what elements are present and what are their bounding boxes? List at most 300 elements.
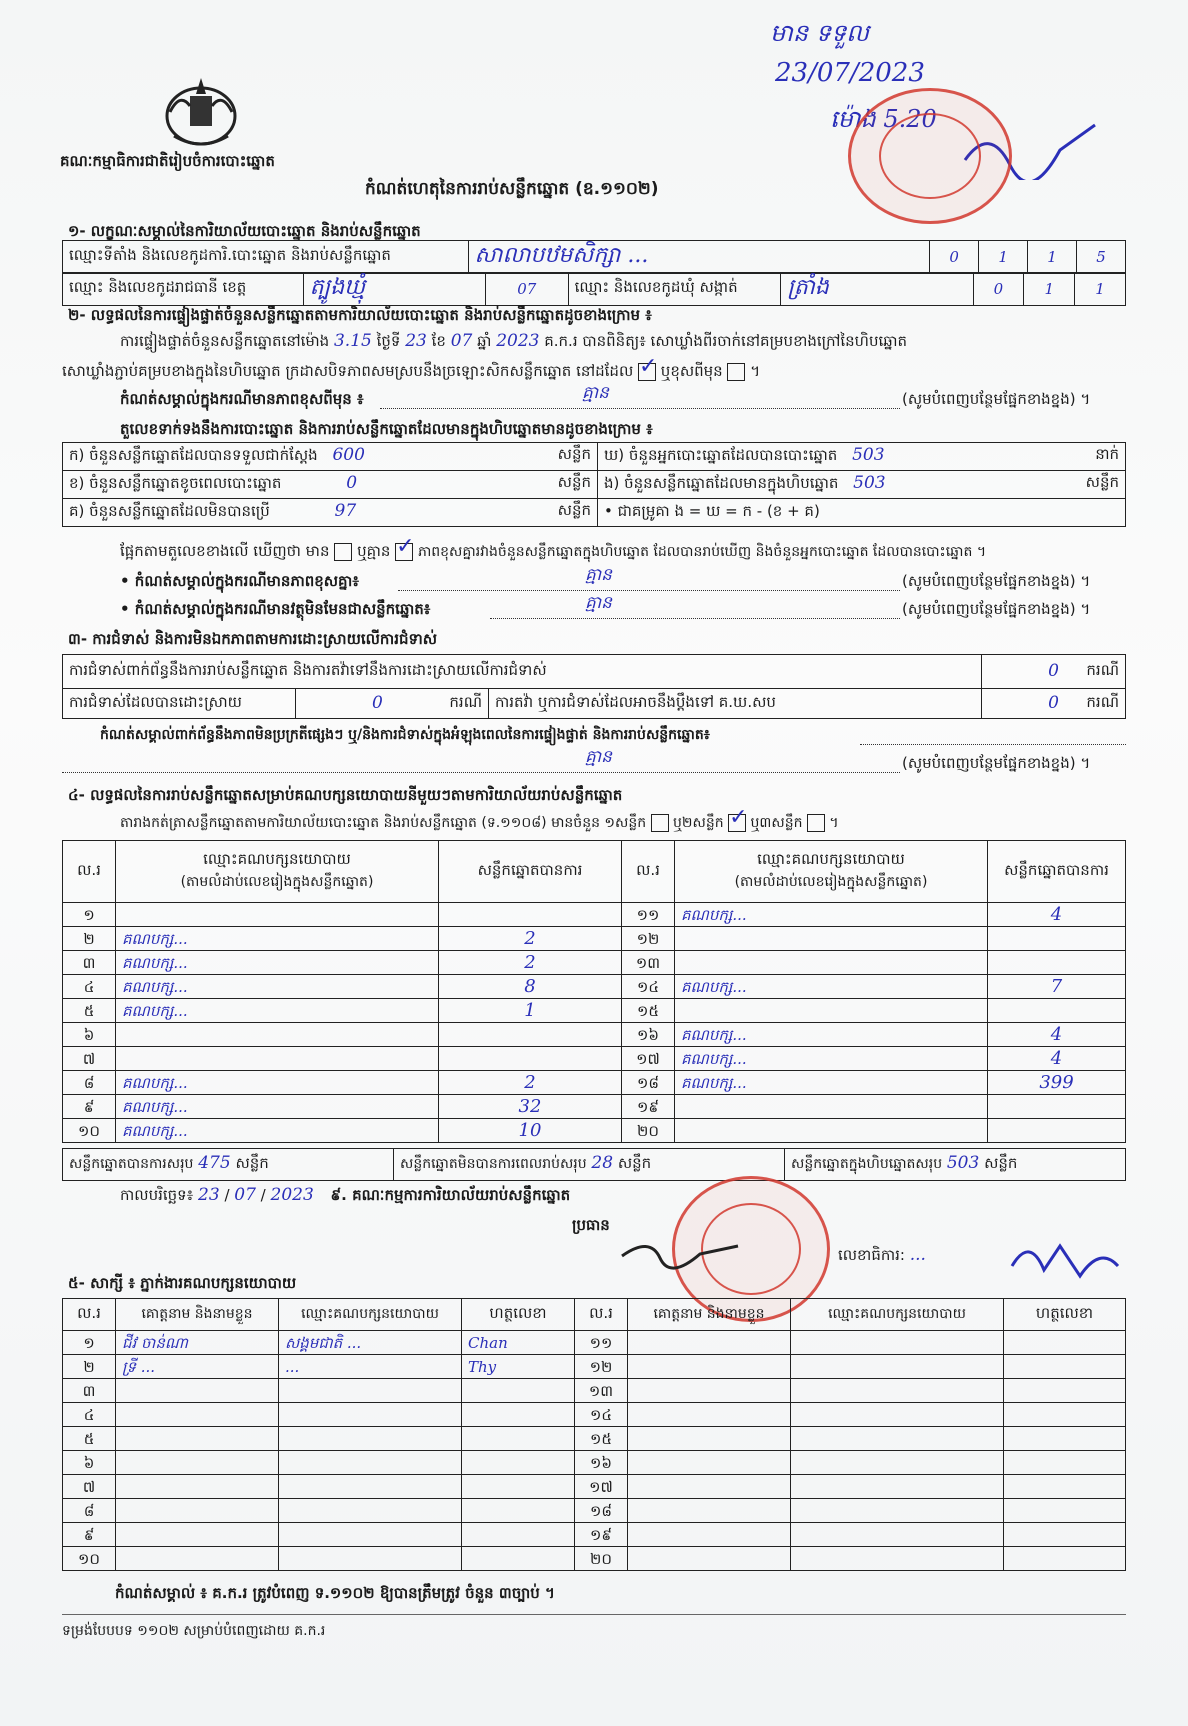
witness-no: ៤ (63, 1403, 116, 1427)
result-votes (988, 1119, 1126, 1143)
result-no: ៩ (63, 1095, 116, 1119)
result-no: ១៣ (622, 951, 675, 975)
figure-kho-label: ឃ) ចំនួនអ្នកបោះឆ្នោតដែលបានបោះឆ្នោត (604, 446, 838, 464)
witness-party (791, 1499, 1004, 1523)
witness-name (628, 1403, 791, 1427)
secretary-signature (1010, 1236, 1120, 1280)
figure-ka (63, 443, 598, 471)
changed-label: ឬខុសពីមុន (660, 362, 723, 380)
result-no: ១ (63, 903, 116, 927)
same-checkbox[interactable] (638, 363, 656, 381)
irregularity-note-label: កំណត់សម្គាល់ពាក់ព័ន្ធនឹងភាពមិនប្រក្រតីផ្សេងៗ ឬ/និងការជំទាស់ក្នុងអំឡុងពេលនៃការផ្ទៀងផ្ទាត់ និងការរាប់សន្លឹកឆ្នោត៖ (100, 727, 710, 743)
witness-party (791, 1523, 1004, 1547)
result-party: គណបក្ស... (116, 1119, 439, 1143)
result-votes (439, 903, 622, 927)
witness-signature: Chan (462, 1331, 575, 1355)
unit-case: ករណី (1086, 660, 1119, 679)
commune-value (781, 273, 973, 306)
sign-date-line: កាលបរិច្ឆេទ៖ 23 / 07 / 2023 ៩. គណៈកម្មការការិយាល័យរាប់សន្លឹកឆ្នោត (120, 1185, 571, 1205)
sign-day: 23 (198, 1185, 220, 1205)
diff-has-label: ផ្អែកតាមតួលេខខាងលើ ឃើញថា មាន (120, 542, 330, 560)
section-5-title: ៥- សាក្សី ៖ ភ្នាក់ងារគណបក្សនយោបាយ (68, 1274, 297, 1292)
result-no: ១២ (622, 927, 675, 951)
witness-name (116, 1475, 279, 1499)
section-2-title: ២- លទ្ធផលនៃការផ្ទៀងផ្ទាត់ចំនួនសន្លឹកឆ្នោតតាមការិយាល័យបោះឆ្នោត និងរាប់សន្លឹកឆ្នោតដូចខាងក្រោម ៖ (68, 306, 652, 324)
witness-name (116, 1523, 279, 1547)
committee-name: គណៈកម្មាធិការជាតិរៀបចំការបោះឆ្នោត (60, 152, 275, 170)
figure-kho (598, 443, 1126, 471)
witness-name (628, 1355, 791, 1379)
province-name: ត្បូងឃ្មុំ (309, 275, 366, 300)
witness-signature (1004, 1547, 1126, 1571)
table-row (63, 1451, 1126, 1475)
witness-no: ២០ (575, 1547, 628, 1571)
foreign-note-line (490, 602, 900, 619)
table-row (63, 1331, 1126, 1355)
province-value (303, 273, 485, 306)
irregularity-note-line-1 (860, 728, 1126, 745)
form-id: ទម្រង់បែបបទ ១១០២ សម្រាប់បំពេញដោយ គ.ក.រ (62, 1623, 326, 1639)
result-no: ៦ (63, 1023, 116, 1047)
result-party (116, 1047, 439, 1071)
col-party-sub-right: (តាមលំដាប់លេខរៀងក្នុងសន្លឹកឆ្នោត) (734, 874, 928, 890)
result-no: ១៧ (622, 1047, 675, 1071)
witness-signature (1004, 1427, 1126, 1451)
witness-name: ទ្រី ... (116, 1355, 279, 1379)
col-party (116, 841, 439, 903)
result-votes (988, 999, 1126, 1023)
witness-signature (462, 1475, 575, 1499)
verify-year-label: ឆ្នាំ (477, 332, 492, 350)
result-party (116, 903, 439, 927)
verify-line-2: សោឃ្លាំងភ្ជាប់គម្របខាងក្នុងនៃហិបឆ្នោត ក្រដាសបិទភាពសមស្របនឹងច្រឡោះសិកសន្លឹកឆ្នោត នៅដដែល ✓ ឬខុសពីមុន ។ (62, 362, 760, 381)
commune-code-3: 1 (1075, 273, 1126, 306)
unit-case: ករណី (1086, 692, 1119, 711)
witness-no: ៥ (63, 1427, 116, 1451)
form-title: កំណត់ហេតុនៃការរាប់សន្លឹកឆ្នោត (ឧ.១១០២) (365, 179, 659, 199)
secretary-line: លេខាធិការ: ... (838, 1245, 926, 1265)
witness-signature (462, 1427, 575, 1451)
unit-sheet: សន្លឹក (1085, 473, 1119, 491)
result-no: ៣ (63, 951, 116, 975)
unit-sheet: សន្លឹក (557, 473, 591, 491)
table-row (63, 999, 1126, 1023)
result-votes: 4 (988, 1023, 1126, 1047)
province-code: 07 (485, 273, 568, 306)
commune-label: ឈ្មោះ និងលេខកូដឃុំ សង្កាត់ (568, 273, 781, 306)
witness-party (791, 1379, 1004, 1403)
table-row (63, 1047, 1126, 1071)
no-difference-checkbox[interactable] (395, 543, 413, 561)
table-row (63, 975, 1126, 999)
verify-year: 2023 (496, 331, 540, 351)
unit-person: នាក់ (1095, 445, 1119, 463)
w-col-party: ឈ្មោះគណបក្សនយោបាយ (279, 1299, 462, 1331)
count-committee-label: ៩. គណៈកម្មការការិយាល័យរាប់សន្លឹកឆ្នោត (330, 1186, 571, 1204)
table-row (63, 927, 1126, 951)
witness-party: ... (279, 1355, 462, 1379)
witness-signature: Thy (462, 1355, 575, 1379)
witness-no: ១២ (575, 1355, 628, 1379)
fill-back-1: (សូមបំពេញបន្ថែមផ្នែកខាងខ្នង) ។ (902, 390, 1091, 408)
chair-label: ប្រធាន (572, 1216, 610, 1234)
diff-text: ភាពខុសគ្នារវាងចំនួនសន្លឹកឆ្នោតក្នុងហិបឆ្នោត ដែលបានរាប់ឃើញ និងចំនួនអ្នកបោះឆ្នោត ដែលបានបោះឆ្នោត ។ (417, 544, 987, 560)
date-label: កាលបរិច្ឆេទ៖ (120, 1186, 194, 1204)
w-col-no-right: ល.រ (575, 1299, 628, 1331)
witness-name (116, 1403, 279, 1427)
witness-party (279, 1523, 462, 1547)
difference-note-line (380, 392, 900, 409)
total-box: 503 (946, 1153, 980, 1173)
witness-name (628, 1427, 791, 1451)
table-row (63, 1547, 1126, 1571)
col-party-title-right: ឈ្មោះគណបក្សនយោបាយ (757, 850, 905, 868)
witness-name (628, 1379, 791, 1403)
col-party-sub: (តាមលំដាប់លេខរៀងក្នុងសន្លឹកឆ្នោត) (180, 874, 374, 890)
witness-signature (1004, 1475, 1126, 1499)
witness-name (628, 1331, 791, 1355)
w-col-sig-right: ហត្ថលេខា (1004, 1299, 1126, 1331)
result-party (675, 999, 988, 1023)
result-no: ១៨ (622, 1071, 675, 1095)
witness-party (791, 1475, 1004, 1499)
result-no: ៨ (63, 1071, 116, 1095)
figure-kha (63, 471, 598, 499)
total-box-cell (785, 1149, 1126, 1181)
result-votes: 7 (988, 975, 1126, 999)
complaints-table (62, 654, 1126, 719)
figure-formula: • ជាគម្រូគា ង = ឃ = ក - (ខ + គ) (598, 499, 1126, 527)
verify-month-label: ខែ (431, 332, 446, 350)
result-party: គណបក្ស... (116, 1095, 439, 1119)
witness-name (116, 1547, 279, 1571)
complaints-forwarded: 0 (1048, 692, 1059, 713)
seal-text: សោឃ្លាំងភ្ជាប់គម្របខាងក្នុងនៃហិបឆ្នោត ក្រដាសបិទភាពសមស្របនឹងច្រឡោះសិកសន្លឹកឆ្នោត នៅដដែល (62, 362, 634, 380)
difference-note-label: កំណត់សម្គាល់ក្នុងករណីមានភាពខុសពីមុន ៖ (120, 390, 364, 408)
station-label: ឈ្មោះទីតាំង និងលេខកូដការិ.បោះឆ្នោត និងរាប់សន្លឹកឆ្នោត (63, 241, 469, 274)
foreign-note-value: គ្មាន (585, 593, 612, 613)
totals-table (62, 1148, 1126, 1181)
col-votes-right: សន្លឹកឆ្នោតបានការ (988, 841, 1126, 903)
w-col-name: គោត្តនាម និងនាមខ្លួន (116, 1299, 279, 1331)
chair-signature (620, 1236, 740, 1276)
witness-signature (1004, 1331, 1126, 1355)
col-party-right (675, 841, 988, 903)
w-col-no: ល.រ (63, 1299, 116, 1331)
sign-year: 2023 (270, 1185, 314, 1205)
witness-table (62, 1298, 1126, 1571)
foreign-note-label: • កំណត់សម្គាល់ក្នុងករណីមានវត្ថុមិនមែនជាសន្លឹកឆ្នោត៖ (120, 600, 431, 618)
unit-sheet: សន្លឹក (617, 1154, 652, 1172)
witness-name (116, 1499, 279, 1523)
witness-no: ១៤ (575, 1403, 628, 1427)
witness-no: ១០ (63, 1547, 116, 1571)
handwritten-received-note: មាន ទទួល (770, 19, 870, 47)
verify-month: 07 (450, 331, 473, 351)
handwritten-received-date: 23/07/2023 (775, 58, 925, 88)
fill-back-3: (សូមបំពេញបន្ថែមផ្នែកខាងខ្នង) ។ (902, 600, 1091, 618)
result-party: គណបក្ស... (675, 1047, 988, 1071)
unit-sheet: សន្លឹក (984, 1154, 1018, 1172)
result-no: ១១ (622, 903, 675, 927)
ballots-spoiled: 0 (346, 473, 358, 493)
witness-no: ១៩ (575, 1523, 628, 1547)
result-party (116, 1023, 439, 1047)
verify-day-label: ថ្ងៃទី (376, 332, 401, 350)
witness-no: ១៥ (575, 1427, 628, 1451)
irregularity-note-value: គ្មាន (585, 747, 612, 767)
witness-signature (1004, 1403, 1126, 1427)
witness-no: ១១ (575, 1331, 628, 1355)
table-row (63, 903, 1126, 927)
forwarded-label: ការតវ៉ា ឬការជំទាស់ដែលអាចនឹងប្តឹងទៅ គ.ឃ.សប (489, 689, 982, 719)
result-party: គណបក្ស... (116, 951, 439, 975)
ballots-in-box: 503 (853, 473, 886, 493)
official-seal-top (848, 88, 1012, 224)
witness-party (791, 1547, 1004, 1571)
witness-signature (1004, 1379, 1126, 1403)
figures-table (62, 442, 1126, 527)
forwarded-cell (982, 689, 1126, 719)
result-party: គណបក្ស... (675, 903, 988, 927)
figure-kha-label: ខ) ចំនួនសន្លឹកឆ្នោតខូចពេលបោះឆ្នោត (69, 474, 282, 492)
figures-label: តួលេខទាក់ទងនឹងការបោះឆ្នោត និងការរាប់សន្លឹកឆ្នោតដែលមានក្នុងហិបឆ្នោតមានដូចខាងក្រោម ៖ (120, 420, 653, 438)
difference-line (120, 542, 986, 561)
w-col-sig: ហត្ថលេខា (462, 1299, 575, 1331)
witness-name: ជីវ ចាន់ណា (116, 1331, 279, 1355)
result-party (675, 951, 988, 975)
verify-line-1 (120, 332, 907, 350)
verify-time-label: ការផ្ទៀងផ្ទាត់ចំនួនសន្លឹកឆ្នោតនៅម៉ោង (120, 332, 330, 350)
witness-no: ១៣ (575, 1379, 628, 1403)
commune-code-2: 1 (1024, 273, 1075, 306)
result-votes: 399 (988, 1071, 1126, 1095)
has-difference-checkbox[interactable] (334, 543, 352, 561)
result-party: គណបក្ស... (116, 1071, 439, 1095)
secretary-name: ... (909, 1245, 926, 1265)
complaints-resolved: 0 (372, 692, 383, 713)
table-row (63, 1403, 1126, 1427)
witness-party (279, 1475, 462, 1499)
result-party: គណបក្ស... (675, 1071, 988, 1095)
witness-name (628, 1547, 791, 1571)
province-label: ឈ្មោះ និងលេខកូដរាជធានី ខេត្ត (63, 273, 304, 306)
unit-sheet: សន្លឹក (557, 445, 591, 463)
table-row (63, 1023, 1126, 1047)
irregularity-note-line-2 (62, 756, 900, 773)
witness-no: ៣ (63, 1379, 116, 1403)
section-4-title: ៤- លទ្ធផលនៃការរាប់សន្លឹកឆ្នោតសម្រាប់គណបក្សនយោបាយនីមួយៗតាមការិយាល័យរាប់សន្លឹកឆ្នោត (68, 786, 623, 804)
result-votes: 32 (439, 1095, 622, 1119)
witness-name (116, 1451, 279, 1475)
witness-signature (1004, 1499, 1126, 1523)
result-votes: 1 (439, 999, 622, 1023)
sign-month: 07 (234, 1185, 256, 1205)
result-votes: 2 (439, 927, 622, 951)
witness-signature (462, 1547, 575, 1571)
unit-sheet: សន្លឹក (557, 501, 591, 519)
figure-ko-label: គ) ចំនួនសន្លឹកឆ្នោតដែលមិនបានប្រើ (69, 502, 270, 520)
witness-signature (462, 1403, 575, 1427)
diff-note-line (398, 574, 900, 591)
diff-note-value: គ្មាន (585, 565, 612, 585)
result-party: គណបក្ស... (675, 975, 988, 999)
result-party (675, 927, 988, 951)
commune-code-1: 0 (973, 273, 1024, 306)
difference-note-value: គ្មាន (582, 383, 609, 403)
commune-name: ត្រាំង (787, 275, 829, 300)
result-no: ១៤ (622, 975, 675, 999)
station-name-value (468, 241, 930, 274)
witness-no: ៦ (63, 1451, 116, 1475)
total-valid-cell (63, 1149, 394, 1181)
result-no: ៤ (63, 975, 116, 999)
witness-no: ១៧ (575, 1475, 628, 1499)
witness-party (279, 1427, 462, 1451)
witness-party (279, 1379, 462, 1403)
witness-party (279, 1499, 462, 1523)
total-valid-label: សន្លឹកឆ្នោតបានការសរុប (69, 1156, 194, 1172)
resolved-label: ការជំទាស់ដែលបានដោះស្រាយ (63, 689, 296, 719)
two-sheet-label: ឬ២សន្លឹក (673, 815, 724, 831)
unit-case: ករណី (449, 692, 482, 711)
witness-party: សង្គមជាតិ ... (279, 1331, 462, 1355)
table-row (63, 1379, 1126, 1403)
result-no: ៧ (63, 1047, 116, 1071)
result-no: ២០ (622, 1119, 675, 1143)
witness-signature (462, 1499, 575, 1523)
witness-name (116, 1427, 279, 1451)
result-votes (988, 927, 1126, 951)
result-votes: 4 (988, 1047, 1126, 1071)
table-row (63, 1475, 1126, 1499)
witness-party (791, 1331, 1004, 1355)
figure-ngo (598, 471, 1126, 499)
result-votes (988, 951, 1126, 975)
result-votes (439, 1047, 622, 1071)
total-invalid-label: សន្លឹកឆ្នោតមិនបានការពេលរាប់សរុប (400, 1156, 587, 1172)
section-1-title: ១- លក្ខណៈសម្គាល់នៃការិយាល័យបោះឆ្នោត និងរាប់សន្លឹកឆ្នោត (68, 222, 421, 240)
result-no: ១៥ (622, 999, 675, 1023)
result-no: ១០ (63, 1119, 116, 1143)
total-box-label: សន្លឹកឆ្នោតក្នុងហិបឆ្នោតសរុប (791, 1156, 943, 1172)
witness-no: ៩ (63, 1523, 116, 1547)
location-table (62, 272, 1126, 306)
changed-checkbox[interactable] (727, 363, 745, 381)
station-name: សាលាបឋមសិក្សា ... (474, 243, 649, 268)
col-party-title: ឈ្មោះគណបក្សនយោបាយ (203, 850, 351, 868)
witness-no: ១៦ (575, 1451, 628, 1475)
witness-signature (462, 1451, 575, 1475)
footer-rule (62, 1614, 1126, 1615)
total-invalid: 28 (591, 1153, 614, 1173)
result-party: គណបក្ស... (116, 999, 439, 1023)
witness-no: ១៨ (575, 1499, 628, 1523)
result-party: គណបក្ស... (116, 927, 439, 951)
national-emblem-icon (160, 72, 242, 152)
ballots-unused: 97 (334, 501, 357, 521)
result-no: ១៩ (622, 1095, 675, 1119)
total-valid: 475 (198, 1153, 231, 1173)
figure-ngo-label: ង) ចំនួនសន្លឹកឆ្នោតដែលមានក្នុងហិបឆ្នោត (604, 474, 839, 492)
three-sheet-label: ឬ៣សន្លឹក (750, 815, 803, 831)
witness-name (628, 1499, 791, 1523)
fill-back-2: (សូមបំពេញបន្ថែមផ្នែកខាងខ្នង) ។ (902, 572, 1091, 590)
result-votes (988, 1095, 1126, 1119)
witness-signature (462, 1523, 575, 1547)
complaints-total: 0 (1048, 660, 1059, 681)
station-code-4: 5 (1077, 241, 1126, 274)
table-row (63, 1427, 1126, 1451)
result-votes: 8 (439, 975, 622, 999)
secretary-label: លេខាធិការ (838, 1246, 900, 1264)
witness-no: ៧ (63, 1475, 116, 1499)
footnote: កំណត់សម្គាល់ ៖ គ.ក.រ ត្រូវបំពេញ ទ.១១០២ ឱ្យបានត្រឹមត្រូវ ចំនួន ៣ច្បាប់ ។ (115, 1584, 555, 1602)
table-row (63, 1071, 1126, 1095)
col-votes: សន្លឹកឆ្នោតបានការ (439, 841, 622, 903)
result-votes: 4 (988, 903, 1126, 927)
result-no: ៥ (63, 999, 116, 1023)
result-no: ២ (63, 927, 116, 951)
table-row (63, 1119, 1126, 1143)
station-table (62, 240, 1126, 274)
witness-name (116, 1379, 279, 1403)
sheet-count-text: តារាងកត់ត្រាសន្លឹកឆ្នោតតាមការិយាល័យបោះឆ្នោត និងរាប់សន្លឹកឆ្នោត (ទ.១១០៨) មានចំនួន ១សន្លឹក (120, 815, 647, 831)
one-sheet-checkbox[interactable] (651, 814, 669, 832)
w-col-name-right: គោត្តនាម និងនាមខ្លួន (628, 1299, 791, 1331)
three-sheet-checkbox[interactable] (807, 814, 825, 832)
complaints-total-label: ការជំទាស់ពាក់ព័ន្ធនឹងការរាប់សន្លឹកឆ្នោត និងការតវ៉ាទៅនឹងការដោះស្រាយលើការជំទាស់ (63, 655, 982, 689)
witness-party (791, 1403, 1004, 1427)
resolved-cell (296, 689, 489, 719)
sheet-count-line: តារាងកត់ត្រាសន្លឹកឆ្នោតតាមការិយាល័យបោះឆ្នោត និងរាប់សន្លឹកឆ្នោត (ទ.១១០៨) មានចំនួន ១សន្លឹក ឬ២សន្លឹក ✓ ឬ៣សន្លឹក ។ (120, 814, 839, 832)
result-votes: 2 (439, 951, 622, 975)
station-code-3: 1 (1028, 241, 1077, 274)
verify-text: គ.ក.រ បានពិនិត្យ៖ សោឃ្លាំងពីរចាក់នៅគម្របខាងក្រៅនៃហិបឆ្នោត (544, 332, 908, 350)
diff-note-label: • កំណត់សម្គាល់ក្នុងករណីមានភាពខុសគ្នា៖ (120, 572, 359, 590)
col-no: ល.រ (63, 841, 116, 903)
witness-name (628, 1475, 791, 1499)
figure-ka-label: ក) ចំនួនសន្លឹកឆ្នោតដែលបានទទួលជាក់ស្តែង (69, 446, 318, 464)
result-votes: 2 (439, 1071, 622, 1095)
witness-signature (1004, 1355, 1126, 1379)
fill-back-4: (សូមបំពេញបន្ថែមផ្នែកខាងខ្នង) ។ (902, 754, 1091, 772)
two-sheet-checkbox[interactable] (728, 814, 746, 832)
witness-party (279, 1547, 462, 1571)
witness-party (279, 1451, 462, 1475)
verify-day: 23 (405, 331, 427, 351)
verify-hour: 3.15 (333, 331, 372, 351)
diff-none-label: ឬគ្មាន (357, 542, 391, 560)
result-party (675, 1119, 988, 1143)
table-row (63, 1523, 1126, 1547)
table-row (63, 1499, 1126, 1523)
figure-ko (63, 499, 598, 527)
witness-party (791, 1427, 1004, 1451)
ballots-received: 600 (332, 445, 365, 465)
witness-no: ៨ (63, 1499, 116, 1523)
witness-party (791, 1355, 1004, 1379)
witness-signature (462, 1379, 575, 1403)
col-no-right: ល.រ (622, 841, 675, 903)
result-no: ១៦ (622, 1023, 675, 1047)
w-col-party-right: ឈ្មោះគណបក្សនយោបាយ (791, 1299, 1004, 1331)
result-party (675, 1095, 988, 1119)
unit-sheet: សន្លឹក (235, 1154, 269, 1172)
result-votes: 10 (439, 1119, 622, 1143)
witness-signature (1004, 1451, 1126, 1475)
voters-voted: 503 (852, 445, 885, 465)
